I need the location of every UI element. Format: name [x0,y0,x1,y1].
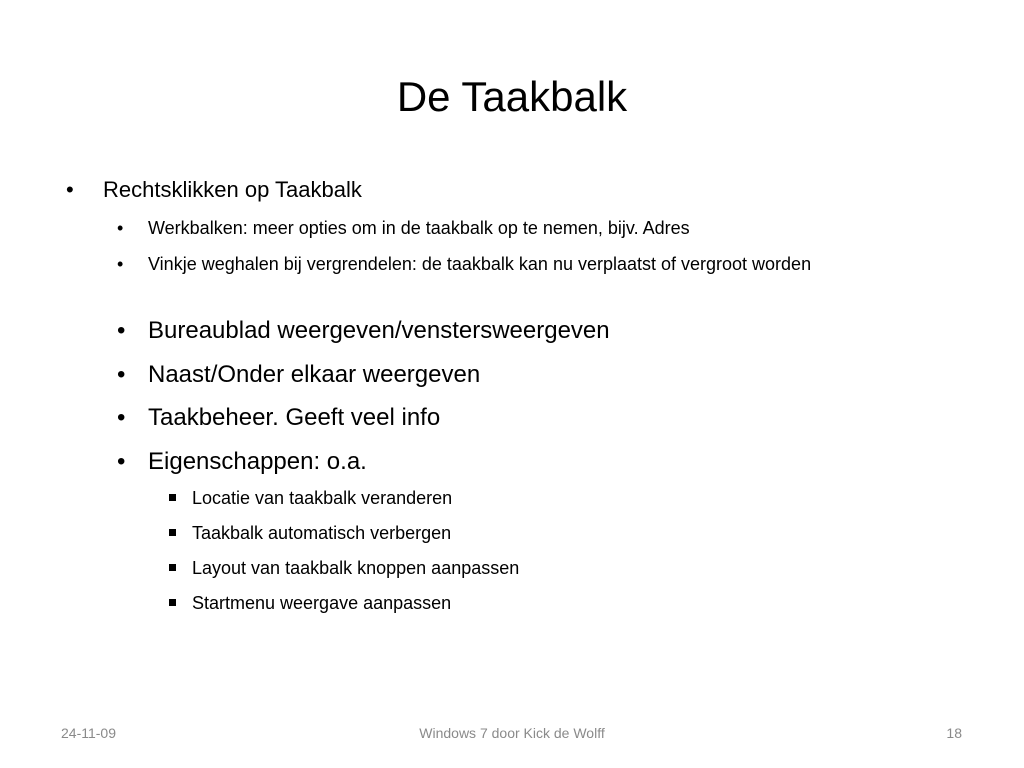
page-number: 18 [946,725,962,741]
bullet-marker: • [117,448,126,475]
bullet-text: Naast/Onder elkaar weergeven [148,361,481,388]
square-bullet-icon [169,599,176,606]
bullet-marker: • [117,317,126,344]
bullet-text: Rechtsklikken op Taakbalk [103,177,362,202]
bullet-marker: • [117,218,124,238]
sub-bullet-item [192,521,952,545]
footer-date: 24-11-09 [61,725,117,741]
slide-title: De Taakbalk [396,73,628,120]
bullet-item [117,215,918,241]
square-bullet-icon [169,529,176,536]
square-bullet-icon [169,564,176,571]
bullet-item [117,360,948,390]
sub-bullet-item [192,486,952,510]
bullet-marker: • [117,254,124,274]
sub-bullet-item [192,556,952,580]
bullet-item [66,176,983,204]
bullet-text: Taakbalk automatisch verbergen [192,523,452,543]
bullet-text: Layout van taakbalk knoppen aanpassen [192,558,520,578]
bullet-item [117,403,948,433]
square-bullet-icon [169,494,176,501]
bullet-text: Eigenschappen: o.a. [148,448,367,475]
bullet-marker: • [117,361,126,388]
bullet-text: Startmenu weergave aanpassen [192,593,452,613]
bullet-text: Taakbeheer. Geeft veel info [148,404,441,431]
bullet-text: Bureaublad weergeven/venstersweergeven [148,317,610,344]
bullet-marker: • [117,404,126,431]
bullet-item [117,251,918,277]
sub-bullet-item [192,591,952,615]
bullet-item [117,316,948,346]
bullet-item [117,447,948,477]
bullet-text: Werkbalken: meer opties om in de taakbalk op te nemen, bijv. Adres [148,218,690,238]
bullet-text: Locatie van taakbalk veranderen [192,488,453,508]
bullet-marker: • [66,177,74,202]
bullet-text: Vinkje weghalen bij vergrendelen: de taakbalk kan nu verplaatst of vergroot worden [148,254,812,274]
footer-title: Windows 7 door Kick de Wolff [419,725,605,741]
